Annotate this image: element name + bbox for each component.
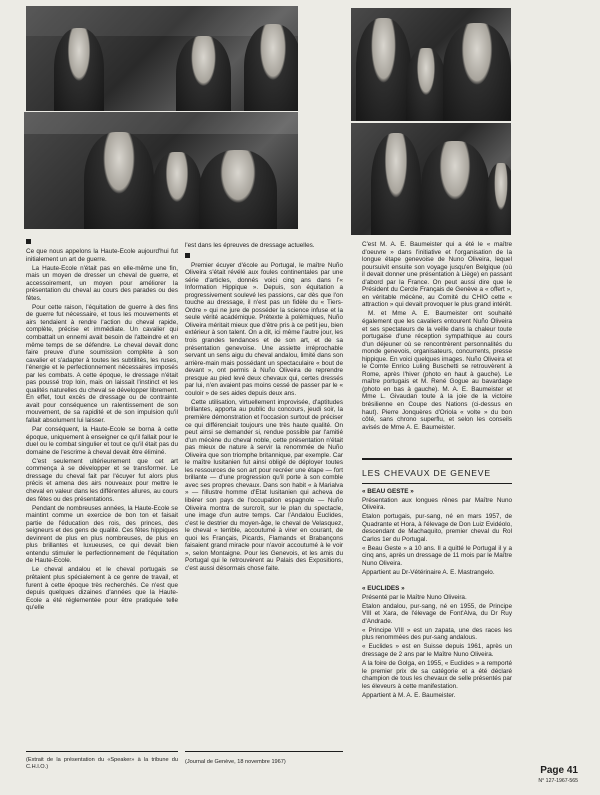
section-title: LES CHEVAUX DE GENEVE <box>362 468 491 478</box>
photo-bottom-right <box>351 123 511 235</box>
photo-bottom-left <box>24 112 298 229</box>
paragraph: Le cheval andalou et le cheval portugais se prêtaient plus spécialement à ce genre de travail, et furent à cette époque très recherchés. Ce n'est que depuis quelques dizaines d'années que la Haute-Ecole a été réglementée pour être pratiquée telle qu'elle <box>26 566 178 612</box>
section-square-icon <box>26 239 31 244</box>
paragraph: Ce que nous appelons la Haute-Ecole aujourd'hui fut initialement un art de guerre. <box>26 248 178 263</box>
horse-name-euclides: « EUCLIDES » <box>362 584 405 592</box>
paragraph: Présentation aux longues rênes par Maître Nuno Oliveira. <box>362 496 512 512</box>
caption-rule <box>185 751 343 752</box>
paragraph: Présenté par le Maître Nuno Oliveira. <box>362 593 467 601</box>
paragraph: Etalon andalou, pur-sang, né en 1955, de Principe VIII et Xara, de l'élevage de Font'Alva, du Dr Ruy d'Andrade. <box>362 602 512 625</box>
paragraph: l'est dans les épreuves de dressage actuelles. <box>185 242 315 249</box>
paragraph: « Beau Geste » a 10 ans. Il a quitté le Portugal il y a cinq ans, après un dressage de 11 mois par le Maître Nuno Oliveira. <box>362 544 512 567</box>
paragraph: Appartient à M. A. E. Baumeister. <box>362 691 456 699</box>
horses-section <box>362 468 512 701</box>
paragraph: « Principe VIII » est un zapata, une des races les plus renommées des pur-sang andalous. <box>362 626 512 642</box>
paragraph: Etalon portugais, pur-sang, né en mars 1957, de Quadrante et Hora, à l'élevage de Don Luiz Evidéolo, descendant de Machaquito, premier cheval du Rol Carlos 1er du Portugal. <box>362 513 512 543</box>
column-2 <box>185 242 343 574</box>
photo-top-left <box>26 6 298 111</box>
caption-rule <box>26 751 178 752</box>
paragraph: La Haute-Ecole n'était pas en elle-même une fin, mais un moyen de dresser un cheval de guerre, et accessoirement, un moyen pour améliorer la présentation du cheval au cours des parades ou des fêtes. <box>26 264 178 302</box>
column-1 <box>26 236 178 613</box>
paragraph: Premier écuyer d'école au Portugal, le maître Nuño Oliveira s'était révélé aux foules continentales par une série d'articles, donnés voici cinq ans dans l'« Information Hippique ». Depuis, son équitation a progressivement soulevé les passions, car dès que l'on touche au dressage, il n'est pas un fidèle du « Tiers-Ordre » qui ne jure de posséder la science infuse et la seule vérité académique. Prétexte à polémiques, Nuño Oliveira méritait mieux que d'être pris à ce petit jeu, bien extérieur à son talent. On a dit, ici même l'autre jour, les trois grandes tendances et de son art, et de sa présentation genevoise. Une assiette irréprochable servant un sens aigu du cheval andalou, limité dans son arrière-main mais possédant un spectaculaire « bout de devant », ont permis à Nuño Oliveira de reprendre presque au pied levé deux chevaux qui, certes dressés par lui, n'en avaient pas moins cessé de passer par le « couloir » de ses aides depuis deux ans. <box>185 261 343 397</box>
issue-number: N° 127-1967-565 <box>538 778 578 784</box>
paragraph: C'est M. A. E. Baumeister qui a été le « maître d'oeuvre » dans l'initiative et l'organisation de la longue étape genevoise de Nuno Oliveira, lequel poursuivit ensuite son voyage jusqu'en Belgique (où il devait donner une présentation à Liège) en passant d'abord par la France. On peut aussi dire que le Président du Cercle Français de Genève a « offert », en véritable mécène, au Comité du CHIO cette « attraction » qui devait provoquer le plus grand intérêt. <box>362 241 512 309</box>
paragraph: Pendant de nombreuses années, la Haute-Ecole se maintint comme un exercice de bon ton et faisait partie de l'éducation des rois, des princes, des seigneurs et des gens de qualité. Ces fêtes hippiques devinrent de plus en plus nombreuses, de plus en plus brillantes et luxueuses, ce qui devait bien entendu stimuler le perfectionnement de l'équitation de Haute-Ecole. <box>26 504 178 565</box>
paragraph: « Euclides » est en Suisse depuis 1961, après un dressage de 2 ans par le Maître Nuno Oliveira. <box>362 643 512 658</box>
caption-col2: (Journal de Genève, 18 novembre 1967) <box>185 759 286 765</box>
paragraph: Appartient au Dr-Vétérinaire A. E. Mastrangelo. <box>362 569 495 577</box>
title-underline <box>362 483 512 484</box>
paragraph: M. et Mme A. E. Baumeister ont souhaité également que les cavaliers entourent Nuño Oliveira et ses spectateurs de la veille dans la chaleur toute portugaise d'une réception sympathique au cours d'un déjeuner où se rencontrèrent personnalités du monde genevois, organisateurs, concurrents, presse hippique. En voici quelques images. Nuño Oliveira et le Comte Enrico Luling Buschetti se retrouvèrent à Rome, après l'hiver (photo en haut à gauche). Le maître portugais et M. René Gogue au bavardage (photo en bas à gauche). M. A. E. Baumeister et Mme L. Givaudan toute à la joie de la victoire brésilienne en Coupe des Nations (ci-dessus en haut). Pierre Jonquères d'Oriola « volte » du bon côté, sans chrono superflu, et selon les conseils avisés de Mme A. E. Baumeister. <box>362 310 512 431</box>
paragraph: A la foire de Golga, en 1955, « Euclides » a remporté le premier prix de sa catégorie et a été déclaré champion de tous les chevaux de selle présentés par les éleveurs à cette manifestation. <box>362 659 512 690</box>
column-3 <box>362 241 512 433</box>
page-number: Page 41 <box>540 765 578 776</box>
caption-col1: (Extrait de la présentation du «Speaker» à la tribune du C.H.I.O.) <box>26 757 178 770</box>
section-square-icon <box>185 253 190 258</box>
paragraph: C'est seulement ultérieurement que cet art commença à se développer et se transformer. Le dressage du cheval fait par l'écuyer fut alors plus précis et amena des airs nouveaux pour mettre le cheval en valeur dans les différentes allures, au cours des fêtes ou des présentations. <box>26 457 178 503</box>
paragraph: Par conséquent, la Haute-Ecole se borna à cette époque, uniquement à enseigner ce qu'il fallait pour le duel ou le combat singulier et tout ce qu'il était pas du domaine de l'escrime à cheval devait être éliminé. <box>26 426 178 456</box>
section-rule <box>362 458 512 460</box>
paragraph: Pour cette raison, l'équitation de guerre à des fins de guerre fut nécessaire, et tous les mouvements et airs tendaient à rendre l'action du cheval rapide, complète, précise et immédiate. Un cavalier qui combattait un ennemi avait besoin de l'atteindre et en même temps de se défendre. Le cheval devait donc faire preuve d'une soumission complète à son cavalier et s'adapter à toutes les subtilités, les ruses, l'énergie et le perfectionnement nécessaires imposés par les combats. A cette époque, le dressage n'était pas poussé trop loin, mais on laissait l'instinct et les qualités naturelles du cheval se développer librement. En effet, tout excès de dressage ou de contrainte avait pour conséquence un ralentissement de son mouvement, de sa rapidité et de son impulsion qu'il fallait absolument lui laisser. <box>26 303 178 425</box>
paragraph: Cette utilisation, virtuellement improvisée, d'aptitudes brillantes, apporta au public du concours, jeudi soir, la première démonstration et l'occasion surtout de préciser ce qui différenciait toujours une très haute qualité. On peut ainsi se demander si, rendue possible par l'amitié d'un mécène du cheval noble, cette présentation n'était pas mieux de nature à servir la renommée de Nuño Oliveira que son triomphe britannique, par exemple. Car le maître lusitanien fut ainsi obligé de déployer toutes les ressources de son art pour recréer une étape — fort brillante — d'une progression qu'il porte à son comble avec ses propres chevaux. Dans son habit « à Marialva » — l'illustre homme d'Etat lusitanien qui acheva de libérer son pays de l'occupation espagnole — Nuño Oliveira montra de surcroît, sur le plan du spectacle, une image d'un autre temps. Car l'Andalou Euclides, c'est le destrier du moyen-âge, le cheval de Velasquez, le cheval « terrible, accoutumé à virer en courant, de quoi les Français, Picards, Flamands et Brabançons faisaient grand miracle pour n'avoir accoutumé à le voir », selon Montaigne. Pour les Genevois, et les amis du Portugal qui le retrouvèrent au Palais des Expositions, c'est aussi désormais chose faite. <box>185 398 343 572</box>
horse-name-beau-geste: « BEAU GESTE » <box>362 487 414 495</box>
photo-top-right <box>351 8 511 121</box>
